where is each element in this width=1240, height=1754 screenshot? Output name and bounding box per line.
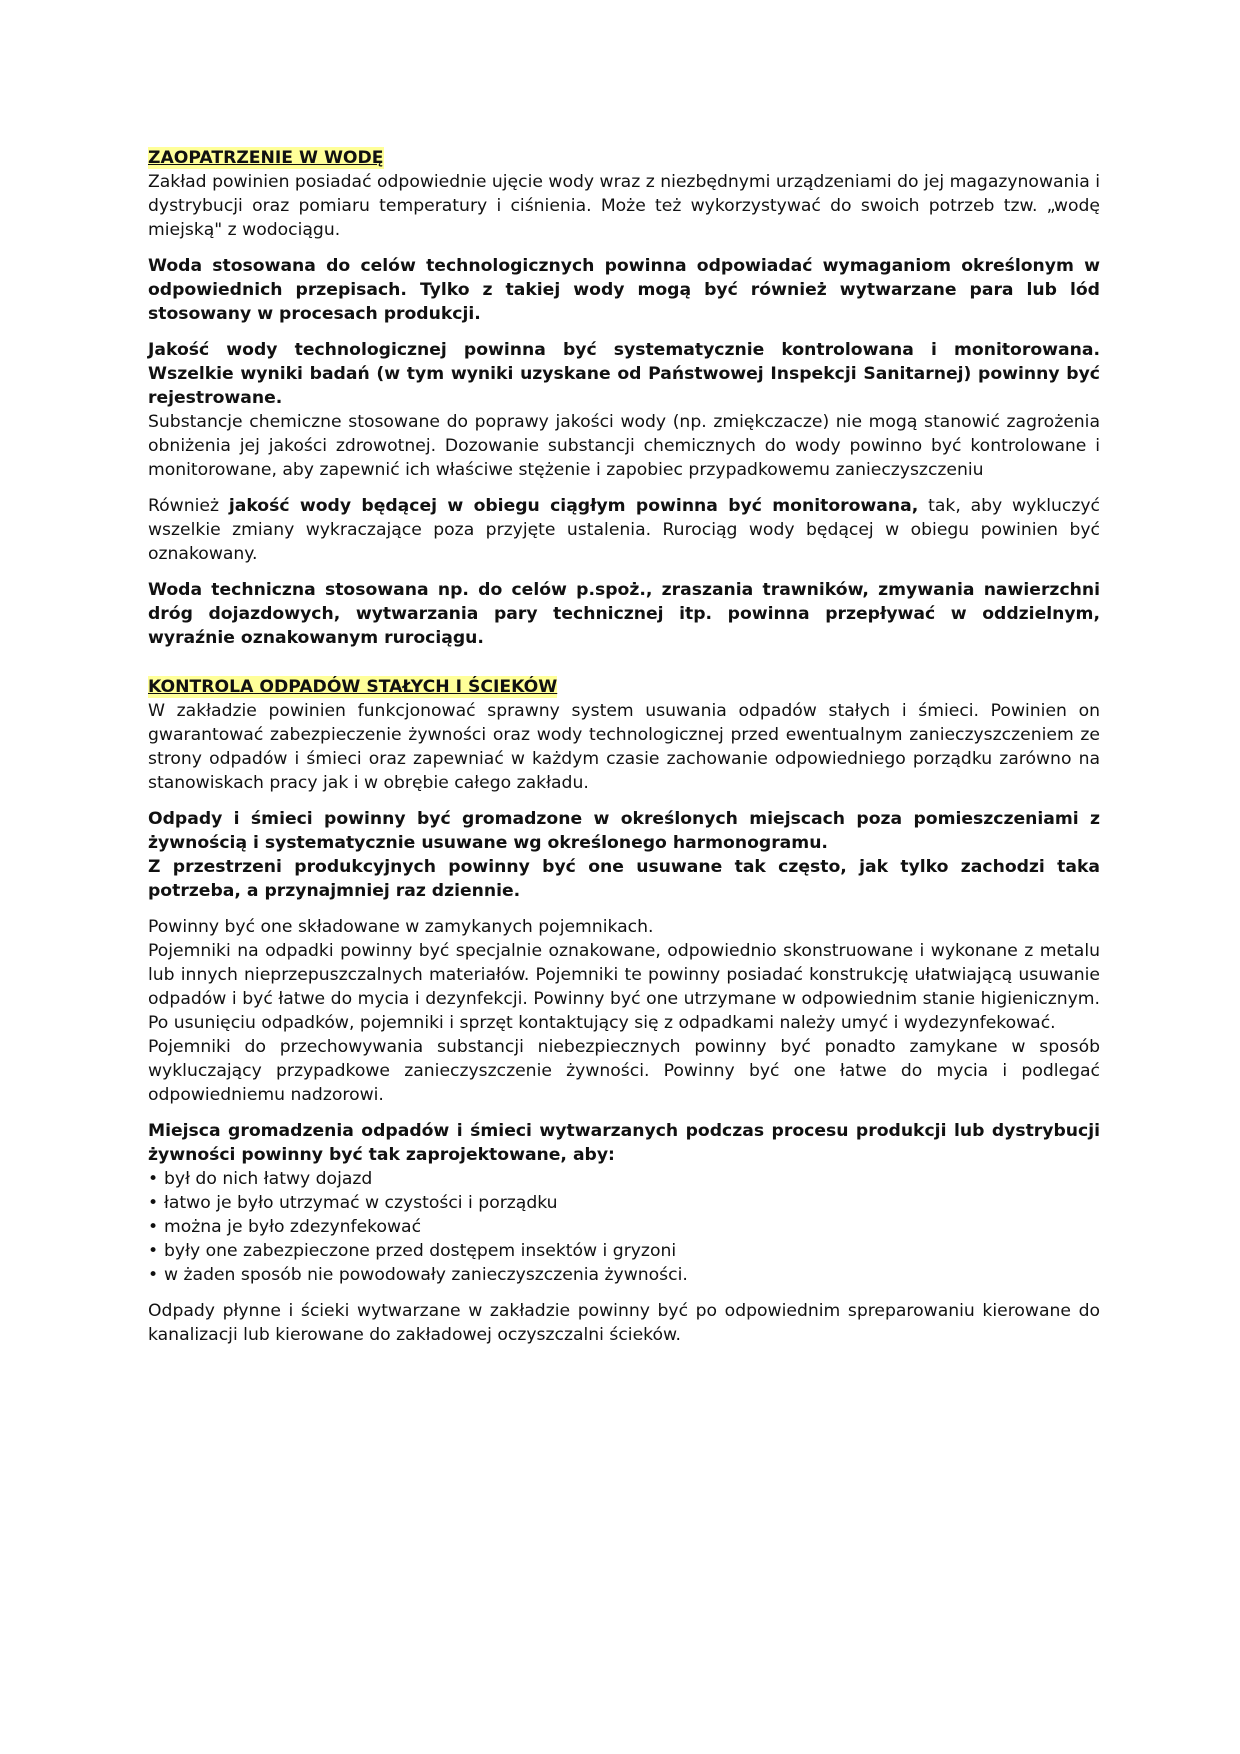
list-item: • można je było zdezynfekować	[148, 1217, 422, 1237]
water-circulation-rest: tak, aby wykluczyć wszelkie zmiany wykraczające poza przyjęte ustalenia. Rurociąg wody będącej w obiegu powinien być oznakowany.	[148, 496, 1100, 564]
bullet-icon: •	[148, 1265, 159, 1285]
section-waste-heading: KONTROLA ODPADÓW STAŁYCH I ŚCIEKÓW	[148, 677, 558, 697]
waste-storage-paragraph: Miejsca gromadzenia odpadów i śmieci wytwarzanych podczas procesu produkcji lub dystrybucji żywności powinny być tak zaprojektowane, aby:	[148, 1121, 1100, 1165]
water-circulation-paragraph	[148, 494, 1100, 566]
water-chemicals-paragraph: Substancje chemiczne stosowane do poprawy jakości wody (np. zmiękczacze) nie mogą stanowić zagrożenia obniżenia jej jakości zdrowotnej. Dozowanie substancji chemicznych do wody powinno być kontrolowane i monitorowane, aby zapewnić ich właściwe stężenie i zapobiec przypadkowemu zanieczyszczeniu	[148, 412, 1100, 480]
list-item: • łatwo je było utrzymać w czystości i porządku	[148, 1193, 558, 1213]
waste-collection-paragraph: Odpady i śmieci powinny być gromadzone w określonych miejscach poza pomieszczeniami z żywnością i systematycznie usuwane wg określonego harmonogramu.	[148, 809, 1100, 853]
waste-requirements-list	[148, 1167, 1100, 1287]
water-technological-paragraph: Woda stosowana do celów technologicznych powinna odpowiadać wymaganiom określonym w odpowiednich przepisach. Tylko z takiej wody mogą być również wytwarzane para lub lód stosowany w procesach produkcji.	[148, 256, 1100, 324]
bullet-icon: •	[148, 1241, 159, 1261]
liquid-waste-paragraph: Odpady płynne i ścieki wytwarzane w zakładzie powinny być po odpowiednim spreparowaniu kierowane do kanalizacji lub kierowane do zakładowej oczyszczalni ścieków.	[148, 1301, 1100, 1345]
bullet-icon: •	[148, 1217, 159, 1237]
list-item: • był do nich łatwy dojazd	[148, 1169, 373, 1189]
water-technical-paragraph: Woda techniczna stosowana np. do celów p.spoż., zraszania trawników, zmywania nawierzchni dróg dojazdowych, wytwarzania pary technicznej itp. powinna przepływać w oddzielnym, wyraźnie oznakowanym rurociągu.	[148, 580, 1100, 648]
water-quality-control-paragraph: Jakość wody technologicznej powinna być systematycznie kontrolowana i monitorowana. Wszelkie wyniki badań (w tym wyniki uzyskane od Państwowej Inspekcji Sanitarnej) powinny być rejestrowane.	[148, 340, 1100, 408]
water-intro-paragraph: Zakład powinien posiadać odpowiednie ujęcie wody wraz z niezbędnymi urządzeniami do jej magazynowania i dystrybucji oraz pomiaru temperatury i ciśnienia. Może też wykorzystywać do swoich potrzeb tzw. „wodę miejską" z wodociągu.	[148, 172, 1100, 240]
section-water-heading-wrap	[148, 146, 1100, 170]
bullet-icon: •	[148, 1169, 159, 1189]
section-waste-heading-wrap	[148, 675, 1100, 699]
list-item: • w żaden sposób nie powodowały zanieczyszczenia żywności.	[148, 1265, 688, 1285]
document-page	[148, 146, 1100, 1347]
water-circulation-bold: jakość wody będącej w obiegu ciągłym powinna być monitorowana,	[228, 496, 919, 516]
bullet-icon: •	[148, 1193, 159, 1213]
waste-removal-paragraph: Z przestrzeni produkcyjnych powinny być one usuwane tak często, jak tylko zachodzi taka potrzeba, a przynajmniej raz dziennie.	[148, 857, 1100, 901]
list-item: • były one zabezpieczone przed dostępem insektów i gryzoni	[148, 1241, 677, 1261]
water-circulation-lead: Również	[148, 496, 229, 516]
hazardous-containers-paragraph: Pojemniki do przechowywania substancji niebezpiecznych powinny być ponadto zamykane w sposób wykluczający przypadkowe zanieczyszczenie żywności. Powinny być one łatwe do mycia i podlegać odpowiedniemu nadzorowi.	[148, 1037, 1100, 1105]
waste-intro-paragraph: W zakładzie powinien funkcjonować sprawny system usuwania odpadów stałych i śmieci. Powinien on gwarantować zabezpieczenie żywności oraz wody technologicznej przed ewentualnym zanieczyszczeniem ze strony odpadów i śmieci oraz zapewniać w każdym czasie zachowanie odpowiedniego porządku zarówno na stanowiskach pracy jak i w obrębie całego zakładu.	[148, 701, 1100, 793]
section-water-heading: ZAOPATRZENIE W WODĘ	[148, 148, 384, 168]
waste-containers-intro: Powinny być one składowane w zamykanych pojemnikach.	[148, 917, 654, 937]
waste-containers-paragraph: Pojemniki na odpadki powinny być specjalnie oznakowane, odpowiednio skonstruowane i wykonane z metalu lub innych nieprzepuszczalnych materiałów. Pojemniki te powinny posiadać konstrukcję ułatwiającą usuwanie odpadów i być łatwe do mycia i dezynfekcji. Powinny być one utrzymane w odpowiednim stanie higienicznym. Po usunięciu odpadków, pojemniki i sprzęt kontaktujący się z odpadkami należy umyć i wydezynfekować.	[148, 941, 1100, 1033]
